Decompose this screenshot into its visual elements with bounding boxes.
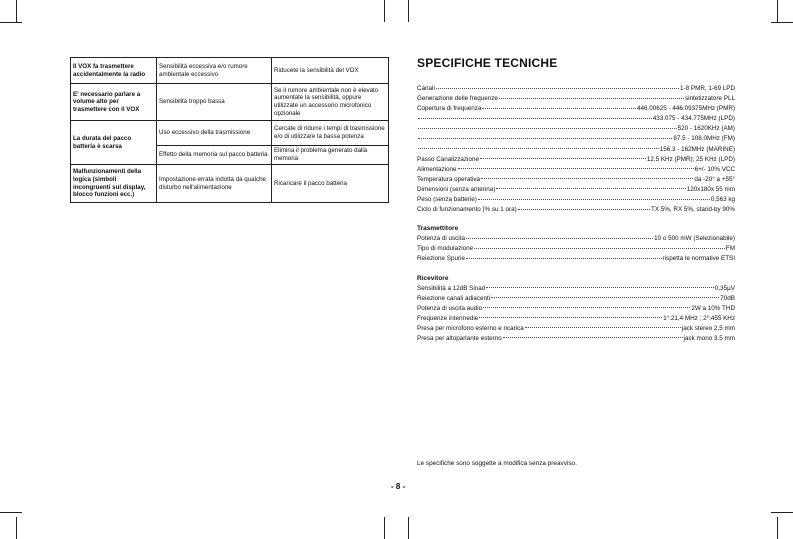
leader-dots (418, 118, 652, 119)
leader-dots (499, 98, 684, 99)
spec-value: jack stereo 2,5 mm (681, 324, 735, 332)
crop-mark (408, 0, 409, 22)
spec-label: Peso (senza batterie) (417, 196, 477, 204)
spec-label: Dimensioni (senza antenna) (417, 185, 496, 193)
spec-value: rispetta le normative ETSI (662, 255, 735, 263)
cause-cell: Sensibilità troppo bassa (157, 84, 272, 121)
spec-line (417, 84, 735, 94)
problem-cell: E' necessario parlare a volume alto per trasmettere con il VOX (71, 84, 157, 121)
spec-value: TX 5%, RX 5%, stand-by 90% (651, 206, 735, 214)
remedy-cell: Elimina il problema generato dalla memoria (272, 146, 389, 165)
disclaimer-note: Le specifiche sono soggette a modifica senza preavviso. (417, 460, 577, 467)
spec-label: Sensibilità a 12dB Sinad (417, 284, 486, 292)
crop-mark (384, 0, 385, 22)
cause-cell: Uso eccessivo della trasmissione (157, 121, 272, 146)
leader-dots (466, 238, 653, 239)
leader-dots (496, 188, 685, 189)
leader-dots (418, 138, 672, 139)
spec-line (417, 145, 735, 155)
spec-label: Presa per altoparlante esterno (417, 334, 502, 342)
leader-dots (483, 307, 690, 308)
spec-value: 1°:21,4 MHz ; 2°:455 KHz (663, 314, 735, 322)
spec-value: 12.5 KHz (PMR); 25 KHz (LPD) (646, 155, 735, 163)
spec-line (417, 334, 735, 344)
spec-value: sintetizzatore PLL (684, 95, 735, 103)
spec-line (417, 124, 735, 134)
spec-label: Temperatura operativa (417, 175, 481, 183)
spec-value: 10 o 500 mW (Selezionabile) (654, 235, 735, 243)
spec-line (417, 284, 735, 294)
problem-cell: La durata del pacco batteria è scarsa (71, 121, 157, 165)
leader-dots (418, 148, 659, 149)
spec-label: Potenza di uscita (417, 235, 465, 243)
general-specs-list (417, 84, 735, 215)
spec-value: 6+/- 10% VCC (694, 165, 735, 173)
spec-line (417, 134, 735, 144)
table-row (71, 165, 389, 203)
spec-line (417, 234, 735, 244)
remedy-cell: Riducete la sensibilità del VOX (272, 58, 389, 84)
spec-line (417, 254, 735, 264)
leader-dots (480, 158, 646, 159)
cause-cell: Effetto della memoria sul pacco batteria (157, 146, 272, 165)
page-number: - 8 - (391, 482, 406, 491)
leader-dots (418, 128, 677, 129)
crop-mark (0, 22, 22, 23)
table-row (71, 58, 389, 84)
table-row (71, 84, 389, 121)
spec-label: Ciclo di funzionamento (% su 1 ora) (417, 206, 517, 214)
spec-value: FM (725, 245, 735, 253)
spec-label: Frequenze intermedie (417, 314, 479, 322)
spec-value: 0,35µV (714, 284, 735, 292)
spec-line (417, 205, 735, 215)
spec-line (417, 185, 735, 195)
spec-value: 0,563 kg (710, 196, 735, 204)
specifications-section (417, 56, 735, 344)
receiver-specs-list (417, 284, 735, 345)
spec-label: Alimentazione (417, 165, 457, 173)
spec-line (417, 304, 735, 314)
crop-mark (771, 512, 793, 513)
remedy-cell: Cercate di ridurre i tempi di trasmissione e/o di utilizzare la bassa potenza (272, 121, 389, 146)
spec-line (417, 244, 735, 254)
spec-line (417, 155, 735, 165)
spec-label: Presa per microfono esterno e ricarica (417, 324, 524, 332)
spec-value: 70dB (720, 294, 735, 302)
spec-value: 87.5 - 108.0MHz (FM) (673, 135, 735, 143)
spec-value: 520 - 1620KHz (AM) (677, 125, 735, 133)
leader-dots (491, 297, 719, 298)
spec-value: jack mono 3.5 mm (683, 334, 735, 342)
spec-label: Generazione delle frequenze (417, 95, 498, 103)
transmitter-specs-list (417, 234, 735, 264)
spec-line (417, 94, 735, 104)
crop-mark (16, 517, 17, 539)
spec-label: Potenza di uscita audio (417, 304, 483, 312)
crop-mark (408, 517, 409, 539)
transmitter-heading: Trasmettitore (417, 225, 459, 233)
problem-cell: Il VOX fa trasmettere accidentalmente la radio (71, 58, 157, 84)
spec-value: 1-8 PMR, 1-69 LPD (680, 85, 735, 92)
problem-cell: Malfunzionamenti della logica (simboli incongruenti sul display, blocco funzioni ecc.) (71, 165, 157, 203)
leader-dots (481, 178, 693, 179)
crop-mark (0, 512, 22, 513)
spec-label: Tipo di modulazione (417, 245, 474, 253)
leader-dots (503, 337, 683, 338)
spec-line (417, 314, 735, 324)
crop-mark (16, 0, 17, 22)
remedy-cell: Ricaricare il pacco batteria (272, 165, 389, 203)
cause-cell: Impostazione errata indotta da qualche disturbo nell'alimentazione (157, 165, 272, 203)
spec-line (417, 104, 735, 114)
spec-value: 2W a 10% THD (691, 304, 735, 312)
leader-dots (518, 209, 650, 210)
crop-mark (384, 517, 385, 539)
leader-dots (478, 199, 710, 200)
spec-line (417, 175, 735, 185)
spec-value: da -20° a +55° (694, 175, 735, 183)
spec-line (417, 195, 735, 205)
leader-dots (466, 258, 662, 259)
crop-mark (771, 22, 793, 23)
crop-mark (777, 0, 778, 22)
spec-value: 120x180x 55 mm (686, 185, 735, 193)
leader-dots (479, 317, 662, 318)
spec-label: Canali (417, 85, 435, 92)
spec-label: Copertura di frequenza (417, 105, 482, 113)
leader-dots (436, 88, 679, 89)
spec-line (417, 165, 735, 175)
leader-dots (458, 168, 694, 169)
spec-line (417, 114, 735, 124)
spec-value: 446.00625 - 446.09375MHz (PMR) (636, 105, 735, 113)
leader-dots (482, 108, 636, 109)
cause-cell: Sensibilità eccessiva e/o rumore ambientale eccessivo (157, 58, 272, 84)
spec-line (417, 324, 735, 334)
spec-label: Passo Canalizzazione (417, 155, 479, 163)
spec-label: Reiezione Spurie (417, 255, 465, 263)
spec-line (417, 294, 735, 304)
troubleshooting-table (70, 57, 389, 203)
spec-label: Reiezione canali adiacenti (417, 294, 491, 302)
crop-mark (777, 517, 778, 539)
table-row (71, 121, 389, 146)
remedy-cell: Se il rumore ambientale non è elevato aumentate la sensibilità, oppure utilizzate un accessorio microfonico opzionale (272, 84, 389, 121)
spec-value: 156.3 - 162MHz (MARINE) (659, 145, 735, 153)
receiver-heading: Ricevitore (417, 274, 449, 282)
leader-dots (525, 327, 681, 328)
leader-dots (474, 248, 725, 249)
spec-value: 433.075 - 434.775MHz (LPD) (652, 115, 735, 123)
leader-dots (486, 287, 714, 288)
specs-title: SPECIFICHE TECNICHE (417, 56, 558, 70)
